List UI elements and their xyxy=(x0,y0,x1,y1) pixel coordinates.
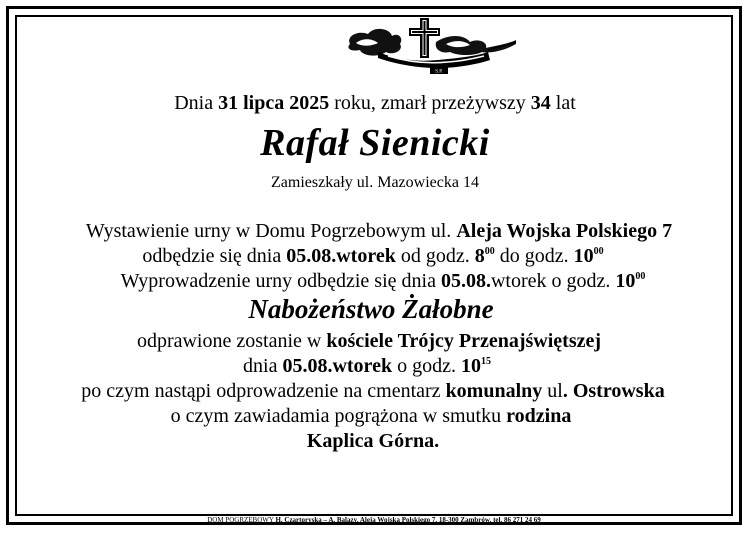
deceased-name: Rafał Sienicki xyxy=(260,122,490,164)
svg-text:S.P.: S.P. xyxy=(435,69,443,75)
death-date: 31 lipca 2025 xyxy=(218,92,330,114)
address: Zamieszkały ul. Mazowiecka 14 xyxy=(271,174,479,191)
cross-ribbon-emblem-icon xyxy=(338,16,518,78)
chapel-line: Kaplica Górna. xyxy=(306,430,440,452)
age: 34 xyxy=(530,92,551,114)
funeral-home-footer: DOM POGRZEBOWY H. Czartoryska – A. Balazy, Aleja Wojska Polskiego 7, 18-300 Zambrów, tel. 86 271 24 69 xyxy=(207,516,541,524)
urn-display-time-line: odbędzie się dnia 05.08.wtorek od godz. $8^{00}$ do godz. $10^{00}$ xyxy=(142,245,604,267)
service-title: Nabożeństwo Żałobne xyxy=(248,294,494,324)
family-line: o czym zawiadamia pogrążona w smutku rodzina xyxy=(170,405,572,427)
cemetery-line: po czym nastąpi odprowadzenie na cmentarz komunalny ul. Ostrowska xyxy=(81,380,665,402)
death-announcement-line: Dnia 31 lipca 2025 roku, zmarł przeżywszy 34 lat xyxy=(174,92,576,114)
service-time-line: dnia 05.08.wtorek o godz. $10^{15}$ xyxy=(243,355,491,377)
church-line: odprawione zostanie w kościele Trójcy Przenajświętszej xyxy=(136,330,602,352)
urn-display-line: Wystawienie urny w Domu Pogrzebowym ul. Aleja Wojska Polskiego 7 xyxy=(85,220,673,242)
urn-departure-line: Wyprowadzenie urny odbędzie się dnia 05.08.wtorek o godz. $10^{00}$ xyxy=(120,270,646,292)
